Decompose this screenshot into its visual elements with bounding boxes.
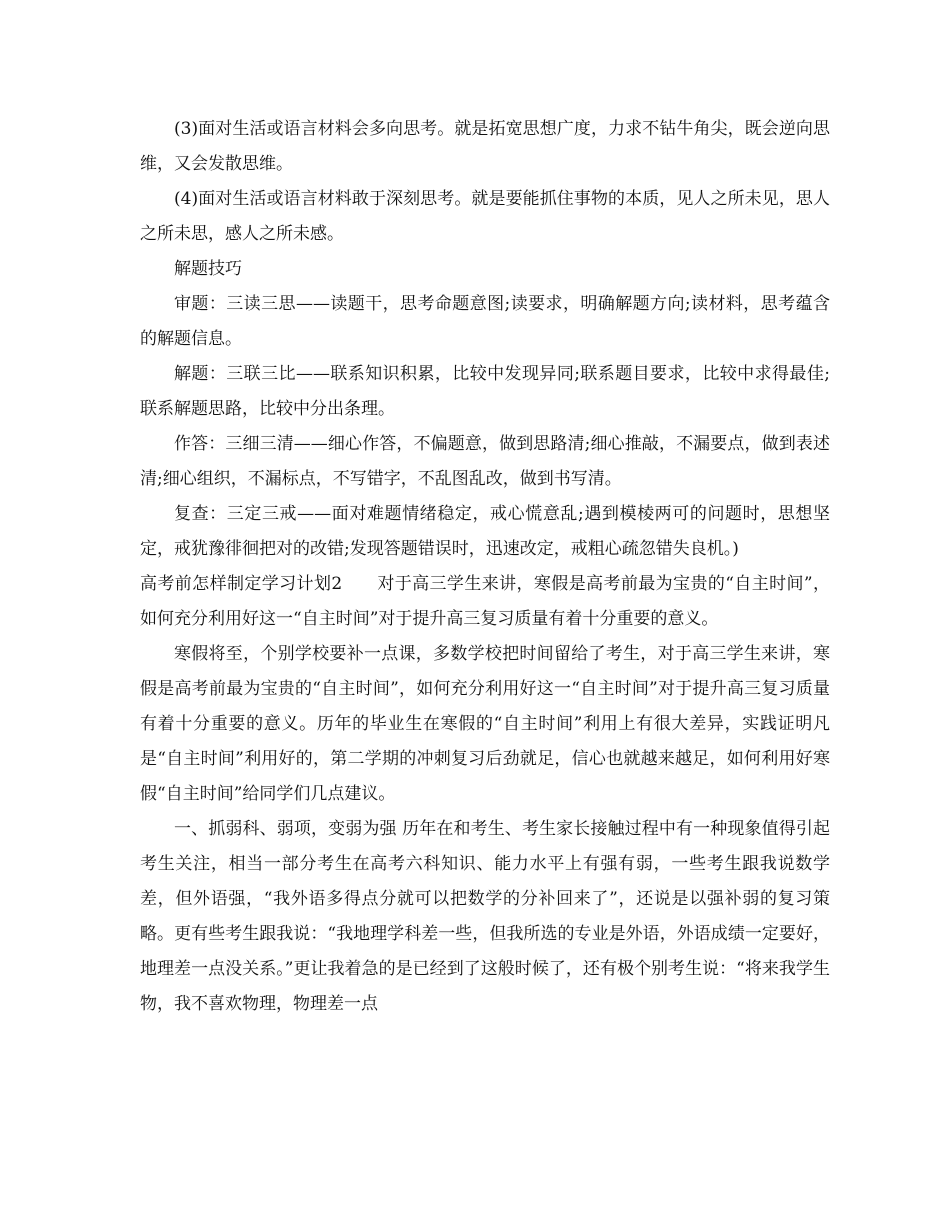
section-title-plan-2: 高考前怎样制定学习计划2 对于高三学生来讲，寒假是高考前最为宝贵的“自主时间”，如何充分利用好这一“自主时间”对于提升高三复习质量有着十分重要的意义。 [140, 574, 830, 629]
paragraph-weak-subjects: 一、抓弱科、弱项，变弱为强 历年在和考生、考生家长接触过程中有一种现象值得引起考生关注，相当一部分考生在高考六科知识、能力水平上有强有弱，一些考生跟我说数学差，但外语强，“我外语多得点分就可以把数学的分补回来了”，还说是以强补弱的复习策略。更有些考生跟我说：“我地理学科差一些，但我所选的专业是外语，外语成绩一定要好，地理差一点没关系。”更让我着急的是已经到了这般时候了，还有极个别考生说：“将来我学生物，我不喜欢物理，物理差一点 [140, 819, 830, 1014]
paragraph-answering: 作答：三细三清——细心作答，不偏题意，做到思路清;细心推敲，不漏要点，做到表述清;细心组织，不漏标点，不写错字，不乱图乱改，做到书写清。 [140, 434, 830, 489]
paragraph-winter-break: 寒假将至，个别学校要补一点课，多数学校把时间留给了考生，对于高三学生来讲，寒假是高考前最为宝贵的“自主时间”，如何充分利用好这一“自主时间”对于提升高三复习质量有着十分重要的意义。历年的毕业生在寒假的“自主时间”利用上有很大差异，实践证明凡是“自主时间”利用好的，第二学期的冲刺复习后劲就足，信心也就越来越足，如何利用好寒假“自主时间”给同学们几点建议。 [140, 644, 830, 804]
paragraph-thinking-3: (3)面对生活或语言材料会多向思考。就是拓宽思想广度，力求不钻牛角尖，既会逆向思维，又会发散思维。 [140, 119, 830, 174]
paragraph-reviewing: 复查：三定三戒——面对难题情绪稳定，戒心慌意乱;遇到模棱两可的问题时，思想坚定，戒犹豫徘徊把对的改错;发现答题错误时，迅速改定，戒粗心疏忽错失良机。) [140, 504, 830, 559]
document-page [140, 112, 830, 1022]
paragraph-solving: 解题：三联三比——联系知识积累，比较中发现异同;联系题目要求，比较中求得最佳;联系解题思路，比较中分出条理。 [140, 364, 830, 419]
section-heading-tips: 解题技巧 [174, 259, 242, 279]
paragraph-thinking-4: (4)面对生活或语言材料敢于深刻思考。就是要能抓住事物的本质，见人之所未见，思人之所未思，感人之所未感。 [140, 189, 830, 244]
paragraph-reading: 审题：三读三思——读题干，思考命题意图;读要求，明确解题方向;读材料，思考蕴含的解题信息。 [140, 294, 830, 349]
